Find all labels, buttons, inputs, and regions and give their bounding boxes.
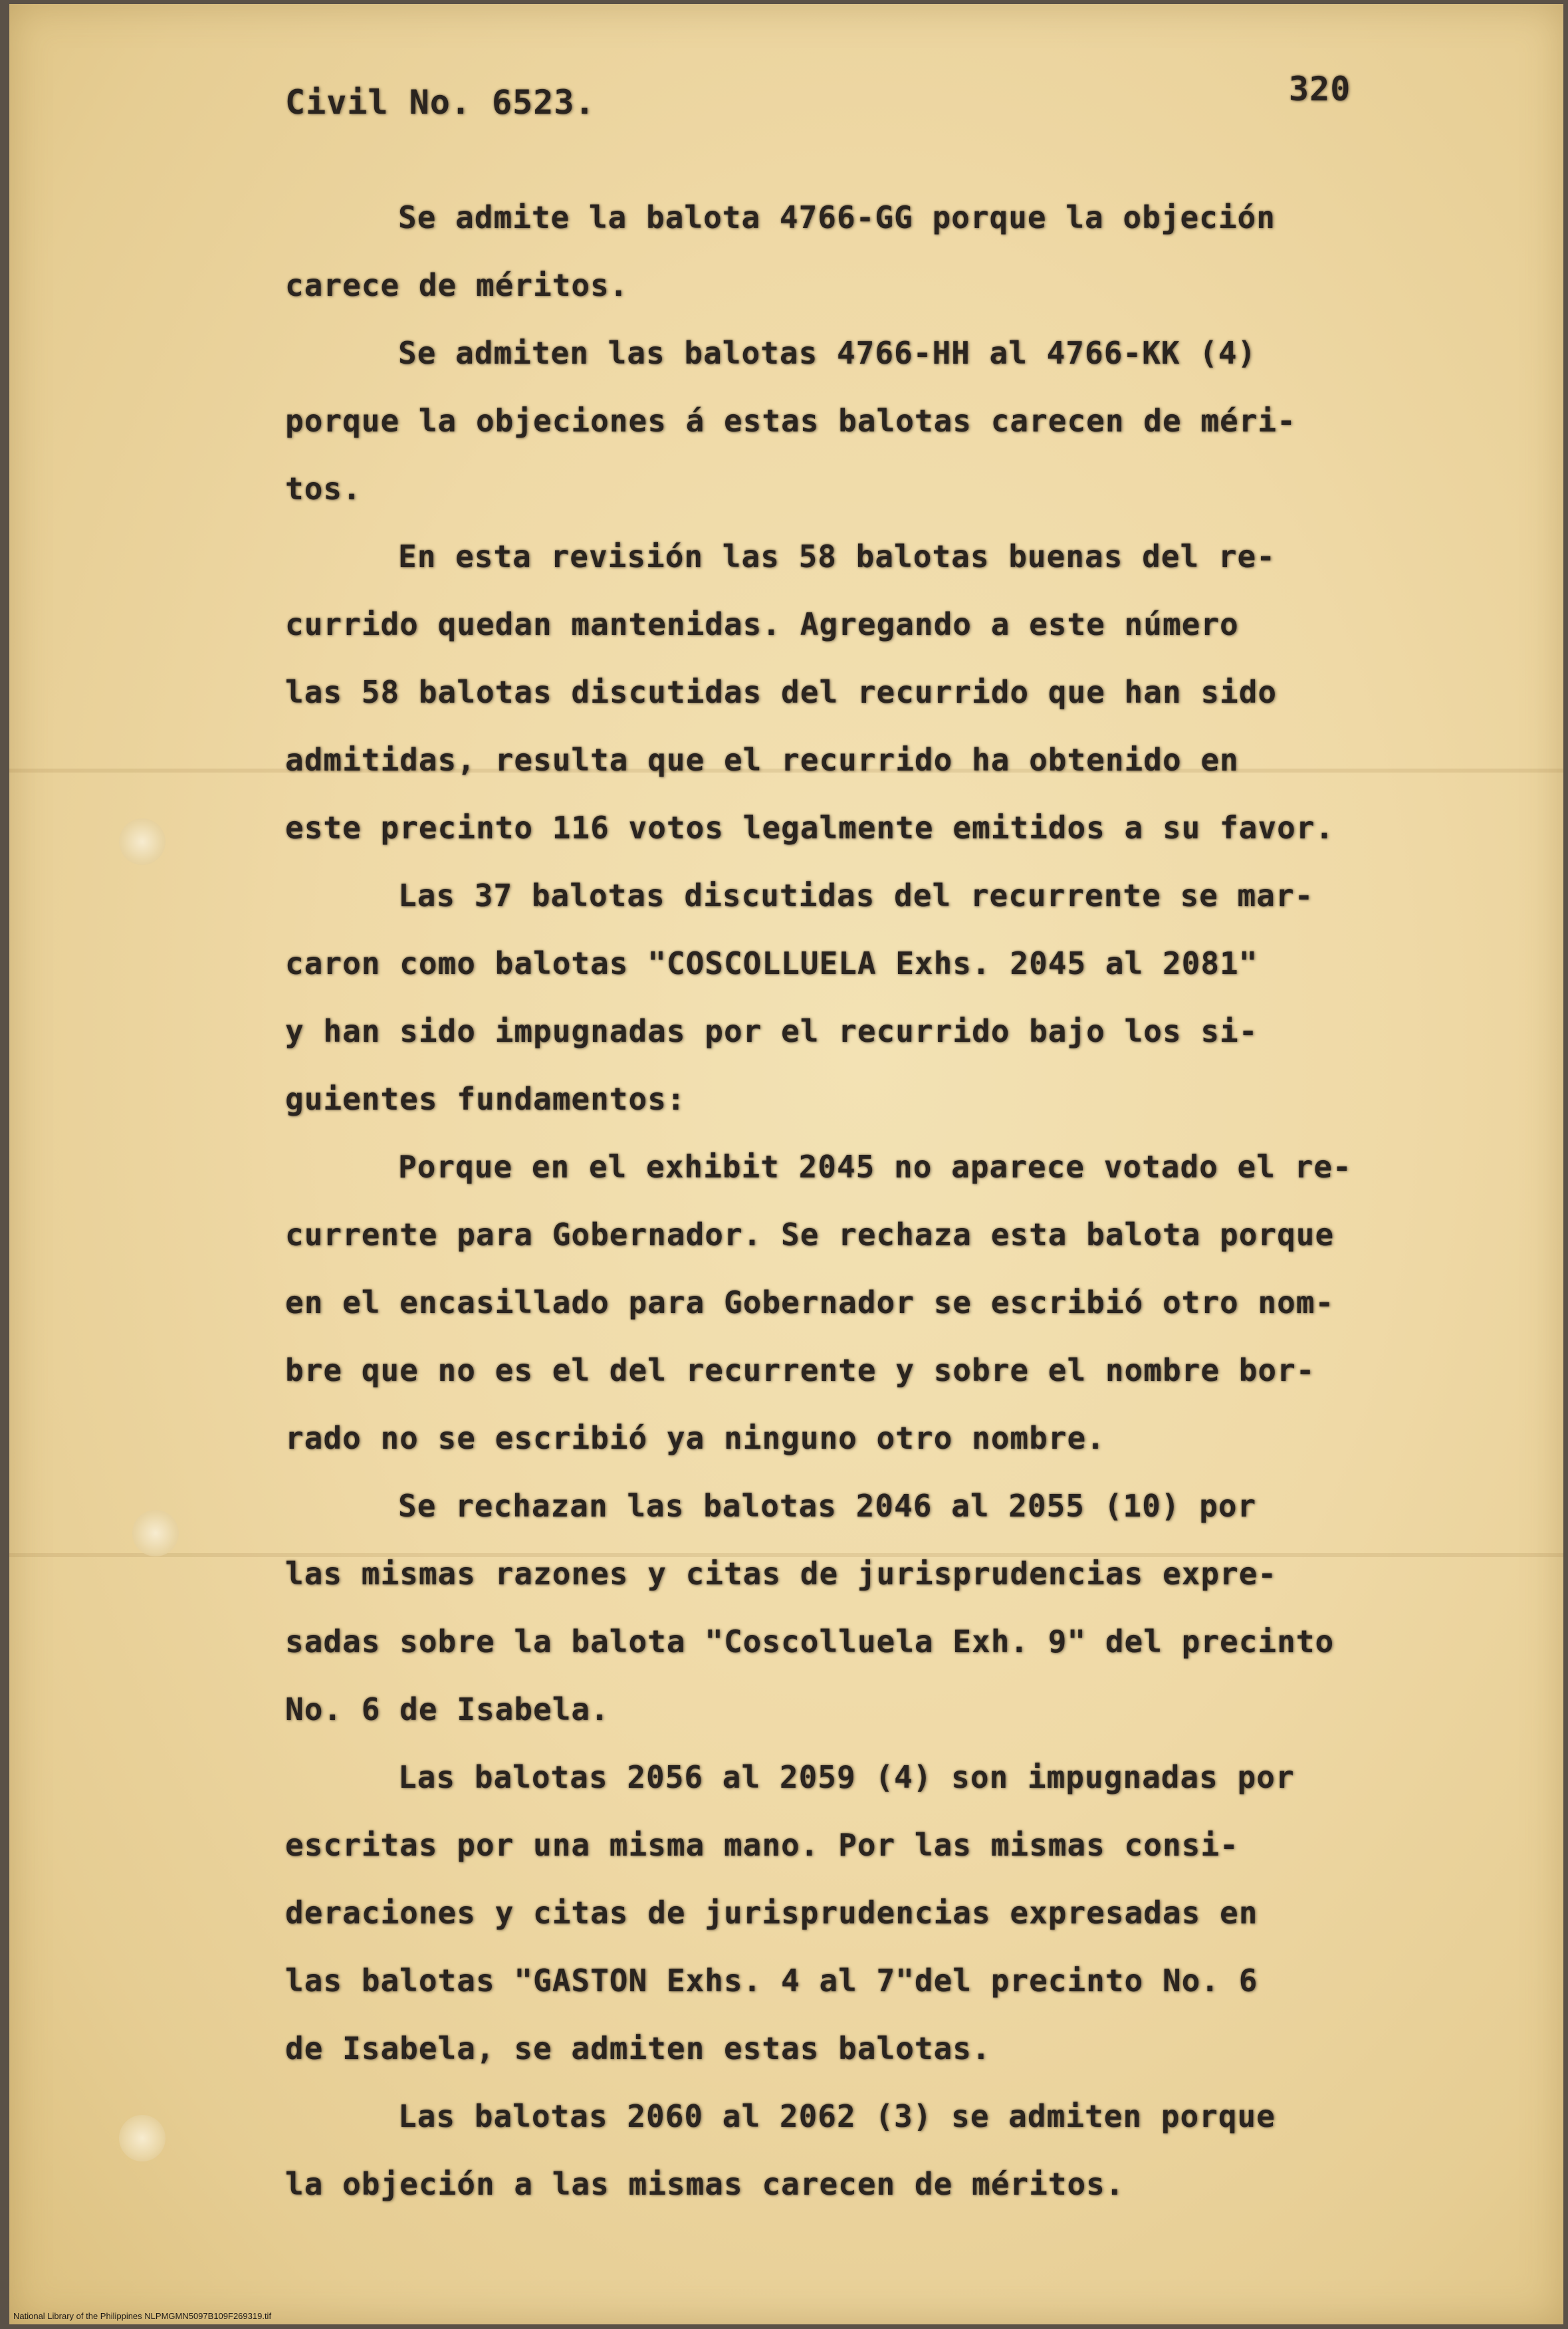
punch-hole-mark <box>119 818 166 865</box>
text-line: guientes fundamentos: <box>285 1081 686 1117</box>
text-line: Porque en el exhibit 2045 no aparece votado el re- <box>398 1149 1352 1185</box>
punch-hole-mark <box>119 2115 166 2161</box>
text-line: las mismas razones y citas de jurisprudencias expre- <box>285 1556 1278 1592</box>
text-line: currente para Gobernador. Se rechaza esta balota porque <box>285 1217 1335 1253</box>
text-line: porque la objeciones á estas balotas carecen de méri- <box>285 403 1296 439</box>
text-line: Se admiten las balotas 4766-HH al 4766-KK (4) <box>398 335 1257 371</box>
page-header <box>9 70 1563 129</box>
text-line: Las balotas 2056 al 2059 (4) son impugnadas por <box>398 1759 1295 1795</box>
text-line: Se admite la balota 4766-GG porque la objeción <box>398 199 1276 235</box>
text-line: Las balotas 2060 al 2062 (3) se admiten porque <box>398 2098 1276 2134</box>
text-line: sadas sobre la balota "Coscolluela Exh. 9" del precinto <box>285 1624 1335 1659</box>
case-number: Civil No. 6523. <box>285 83 596 122</box>
text-line: carece de méritos. <box>285 267 629 303</box>
text-line: caron como balotas "COSCOLLUELA Exhs. 2045 al 2081" <box>285 945 1258 981</box>
text-line: de Isabela, se admiten estas balotas. <box>285 2030 991 2066</box>
text-line: la objeción a las mismas carecen de méritos. <box>285 2166 1125 2202</box>
text-line: las balotas "GASTON Exhs. 4 al 7"del precinto No. 6 <box>285 1963 1258 1999</box>
text-line: Se rechazan las balotas 2046 al 2055 (10) por <box>398 1488 1257 1524</box>
document-page <box>9 4 1563 2324</box>
punch-hole-mark <box>132 1510 179 1556</box>
text-line: y han sido impugnadas por el recurrido bajo los si- <box>285 1013 1258 1049</box>
text-line: Las 37 balotas discutidas del recurrente se mar- <box>398 878 1314 914</box>
text-line: este precinto 116 votos legalmente emitidos a su favor. <box>285 810 1335 846</box>
text-line: deraciones y citas de jurisprudencias expresadas en <box>285 1895 1258 1931</box>
text-line: las 58 balotas discutidas del recurrido que han sido <box>285 674 1278 710</box>
text-line: rado no se escribió ya ninguno otro nombre. <box>285 1420 1105 1456</box>
text-line: escritas por una misma mano. Por las mismas consi- <box>285 1827 1239 1863</box>
text-line: No. 6 de Isabela. <box>285 1691 610 1727</box>
text-line: bre que no es el del recurrente y sobre el nombre bor- <box>285 1352 1315 1388</box>
typed-body-text <box>285 184 1428 2218</box>
text-line: admitidas, resulta que el recurrido ha obtenido en <box>285 742 1239 778</box>
text-line: En esta revisión las 58 balotas buenas del re- <box>398 539 1276 574</box>
text-line: currido quedan mantenidas. Agregando a este número <box>285 606 1239 642</box>
text-line: tos. <box>285 471 362 507</box>
scan-credit: National Library of the Philippines NLPMGMN5097B109F269319.tif <box>13 2311 272 2321</box>
page-number: 320 <box>1289 70 1351 108</box>
text-line: en el encasillado para Gobernador se escribió otro nom- <box>285 1285 1335 1320</box>
